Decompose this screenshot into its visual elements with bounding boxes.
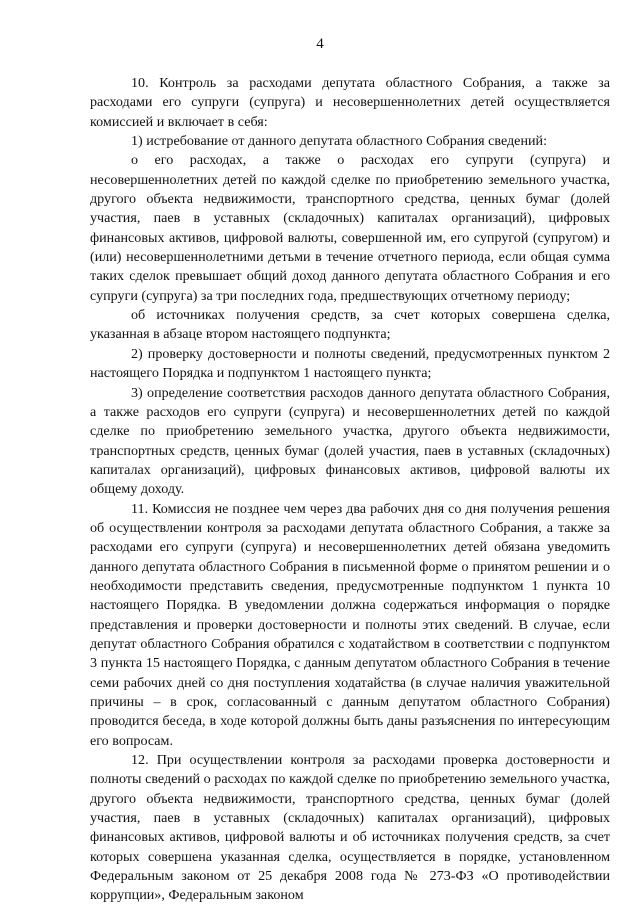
page-number: 4 bbox=[316, 36, 324, 52]
subparagraph-1: 1) истребование от данного депутата областного Собрания сведений: bbox=[131, 133, 547, 150]
paragraph-11: 11. Комиссия не позднее чем через два рабочих дня со дня получения решения об осуществлении контроля за расходами депутата областного Собрания, а также за расходами его супруги (супруга) и несовершеннолетних детей обязана уведомить данного депутата областного Собрания в письменной форме о принятом решении и о необходимости представить сведения, предусмотренные подпунктом 1 пункта 10 настоящего Порядка. В уведомлении должна содержаться информация о порядке представления и проверки достоверности и полноты этих сведений. В случае, если депутат областного Собрания обратился с ходатайством в соответствии с подпунктом 3 пункта 15 настоящего Порядка, с данным депутатом областного Собрания в течение семи рабочих дней со дня поступления ходатайства (в случае наличия уважительной причины – в срок, согласованный с данным депутатом областного Собрания) проводится беседа, в ходе которой должны быть даны разъяснения по интересующим его вопросам. bbox=[90, 500, 610, 749]
paragraph-12: 12. При осуществлении контроля за расходами проверка достоверности и полноты сведений о расходах по каждой сделке по приобретению земельного участка, другого объекта недвижимости, транспортного средства, ценных бумаг (долей участия, паев в уставных (складочных) капиталах организаций), цифровых финансовых активов, цифровой валюты и об источниках получения средств, за счет которых совершена указанная сделка, осуществляется в порядке, установленном Федеральным законом от 25 декабря 2008 года № 273-ФЗ «О противодействии коррупции», Федеральным законом bbox=[90, 752, 610, 904]
document-body bbox=[90, 74, 610, 906]
subparagraph-3: 3) определение соответствия расходов данного депутата областного Собрания, а также расходов его супруги (супруга) и несовершеннолетних детей по каждой сделке по приобретению земельного участка, другого объекта недвижимости, транспортных средств, ценных бумаг (долей участия, паев в уставных (складочных) капиталах организаций), цифровых финансовых активов, цифровой валюты их общему доходу. bbox=[90, 384, 610, 498]
subparagraph-1-expenses: о его расходах, а также о расходах его супруги (супруга) и несовершеннолетних детей по каждой сделке по приобретению земельного участка, другого объекта недвижимости, транспортного средства, ценных бумаг (долей участия, паев в уставных (складочных) капиталах организаций), цифровых финансовых активов, цифровой валюты, совершенной им, его супругой (супругом) и (или) несовершеннолетними детьми в течение отчетного периода, если общая сумма таких сделок превышает общий доход данного депутата областного Собрания и его супруги (супруга) за три последних года, предшествующих отчетному периоду; bbox=[90, 152, 610, 304]
subparagraph-2: 2) проверку достоверности и полноты сведений, предусмотренных пунктом 2 настоящего Порядка и подпунктом 1 настоящего пункта; bbox=[90, 345, 610, 382]
paragraph-10-intro: 10. Контроль за расходами депутата областного Собрания, а также за расходами его супруги (супруга) и несовершеннолетних детей осуществляется комиссией и включает в себя: bbox=[90, 75, 610, 130]
subparagraph-1-sources: об источниках получения средств, за счет которых совершена сделка, указанная в абзаце втором настоящего подпункта; bbox=[90, 307, 610, 343]
